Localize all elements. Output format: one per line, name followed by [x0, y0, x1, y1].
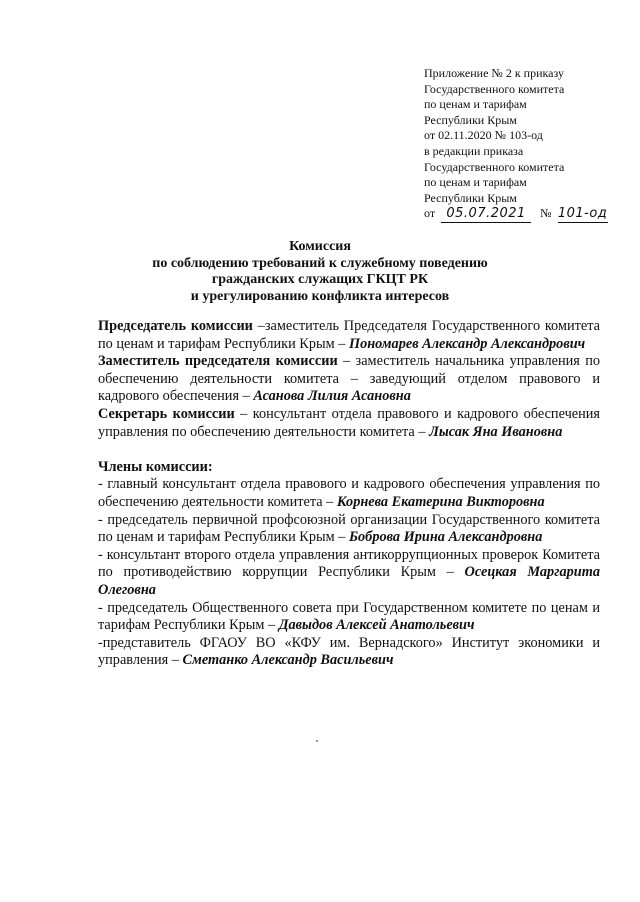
spacer [98, 441, 600, 459]
appendix-line: от 02.11.2020 № 103-од [424, 128, 543, 143]
deputy-paragraph [98, 353, 600, 406]
appendix-line: Республики Крым [424, 112, 517, 127]
order-prefix: от [424, 206, 436, 221]
appendix-line: по ценам и тарифам [424, 175, 527, 190]
members-heading [98, 459, 600, 477]
appendix-block [424, 66, 634, 223]
order-reference [424, 206, 634, 223]
member-position: - председатель первичной профсоюзной организации Государственного комитета по ценам и тарифам Республики Крым – [98, 511, 600, 546]
deputy-name: Асанова Лилия Асановна [253, 388, 411, 405]
members-heading-label: Члены комиссии: [98, 458, 213, 475]
appendix-line: Государственного комитета [424, 159, 565, 174]
order-number-sign: № [540, 206, 552, 221]
member-position: - консультант второго отдела управления антикоррупционных проверок Комитета по противодействию коррупции Республики Крым – [98, 546, 600, 581]
member-name: Осецкая Маргарита Олеговна [98, 564, 600, 598]
appendix-line: Республики Крым [424, 190, 517, 205]
member-name: Боброва Ирина Александровна [348, 529, 543, 546]
secretary-paragraph [98, 406, 600, 441]
member-position: - главный консультант отдела правового и кадрового обеспечения управления по обеспечению деятельности комитета – [98, 476, 600, 510]
scan-speck [316, 740, 318, 742]
title-line: гражданских служащих ГКЦТ РК [211, 272, 429, 287]
chairman-paragraph [98, 318, 600, 353]
appendix-line: в редакции приказа [424, 143, 524, 158]
commission-composition [98, 318, 600, 670]
title-line: по соблюдению требований к служебному поведению [152, 255, 488, 271]
member-item [98, 635, 600, 670]
deputy-label: Заместитель председателя комиссии [98, 353, 338, 370]
document-title [0, 239, 640, 305]
secretary-position: – консультант отдела правового и кадрового обеспечения управления по обеспечению деятельности комитета – [98, 405, 600, 440]
deputy-position: – заместитель начальника управления по обеспечению деятельности комитета – заведующий отделом правового и кадрового обеспечения – [98, 353, 600, 405]
appendix-line: Приложение № 2 к приказу [424, 66, 564, 80]
handwritten-order-date: 05.07.2021 [441, 206, 531, 223]
member-position: -представитель ФГАОУ ВО «КФУ им. Вернадского» Институт экономики и управления – [98, 634, 600, 669]
appendix-line: по ценам и тарифам [424, 97, 527, 112]
chairman-name: Пономарев Александр Александрович [348, 335, 586, 352]
member-name: Давыдов Алексей Анатольевич [278, 617, 475, 634]
secretary-name: Лысак Яна Ивановна [429, 423, 563, 440]
title-line: Комиссия [289, 239, 351, 254]
member-item [98, 547, 600, 600]
member-name: Корнева Екатерина Викторовна [336, 493, 545, 510]
chairman-position: –заместитель Председателя Государственного комитета по ценам и тарифам Республики Крым – [98, 318, 600, 352]
chairman-label: Председатель комиссии [98, 318, 253, 334]
member-position: - председатель Общественного совета при Государственном комитете по ценам и тарифам Республики Крым – [98, 599, 600, 634]
title-line: и урегулированию конфликта интересов [190, 288, 450, 304]
member-item [98, 476, 600, 511]
appendix-line: Государственного комитета [424, 81, 565, 96]
secretary-label: Секретарь комиссии [98, 405, 235, 422]
member-name: Сметанко Александр Васильевич [182, 652, 394, 669]
member-item [98, 600, 600, 635]
member-item [98, 512, 600, 547]
handwritten-order-number: 101-од [557, 206, 608, 222]
